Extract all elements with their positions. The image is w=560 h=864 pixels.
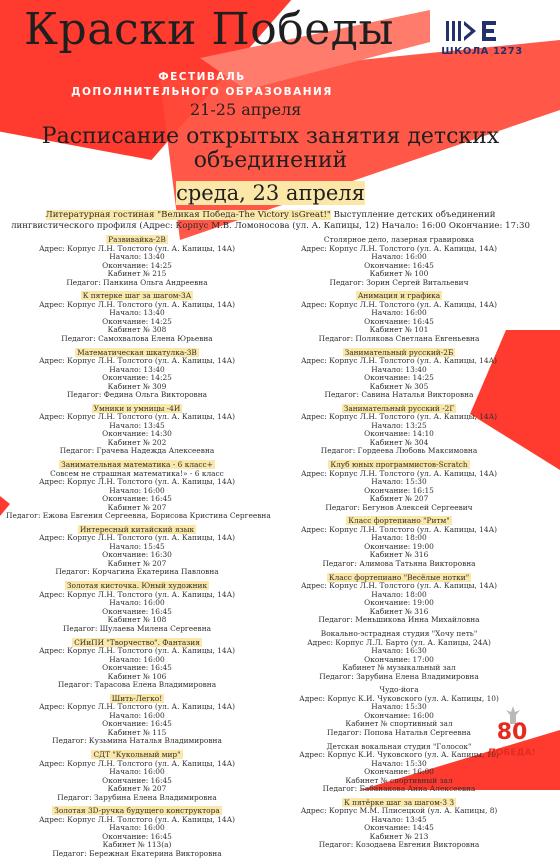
intro-event-text: Выступление детских объединений лингвистического профиля (Адрес: Корпус М.В. Ломоносова (ул. А. Капицы, 12) Начало: 16:00 Окончание: 17:30 (11, 210, 530, 231)
schedule-item-detail: Адрес: Корпус Л.Н. Толстого (ул. А. Капицы, 14А) (38, 477, 236, 487)
schedule-item-detail: Адрес: Корпус Л.Н. Толстого (ул. А. Капицы, 14А) (300, 412, 498, 422)
schedule-item-detail: Кабинет № 106 (107, 671, 167, 681)
schedule-item-detail: Адрес: Корпус К.И. Чуковского (ул. А. Капицы, 10) (299, 750, 499, 760)
schedule-item-detail: Окончание: 16:30 (102, 550, 172, 560)
schedule-item-detail: Окончание: 16:00 (364, 767, 434, 777)
page-title: Краски Победы (24, 4, 394, 55)
schedule-item-detail: Педагог: Полякова Светлана Евгеньевна (318, 333, 480, 343)
intro-event-name: Литературная гостиная "Великая Победа-The Victory isGreat!" (45, 210, 331, 220)
schedule-item (268, 349, 530, 400)
schedule-item-detail: Адрес: Корпус Л.Н. Толстого (ул. А. Капицы, 14А) (38, 646, 236, 656)
schedule-item-title: Умники и умницы -4И (93, 403, 181, 413)
schedule-item-detail: Адрес: Корпус Л.Н. Толстого (ул. А. Капицы, 14А) (38, 533, 236, 543)
schedule-item-title: К пятёрке шаг за шагом-3 З (344, 797, 454, 807)
intro-event (6, 210, 535, 231)
schedule-item-detail: Окончание: 19:00 (364, 541, 434, 551)
schedule-item (268, 574, 530, 625)
schedule-item-detail: Педагог: Меньшикова Инна Михайловна (318, 615, 480, 625)
schedule-item-detail: Кабинет № 113(а) (102, 840, 172, 850)
schedule-item-detail: Адрес: Корпус Л.Н. Толстого (ул. А. Капицы, 14А) (300, 299, 498, 309)
schedule-item-detail: Педагог: Гордеева Любовь Максимовна (320, 446, 478, 456)
schedule-item-detail: Окончание: 14:30 (102, 429, 172, 439)
schedule-item (268, 517, 530, 568)
schedule-item-title: Детская вокальная студия "Голосок" (326, 741, 472, 751)
schedule-item-detail: Педагог: Бережная Екатерина Викторовна (52, 848, 222, 858)
schedule-item-detail: Адрес: Корпус Л.Н. Толстого (ул. А. Капицы, 14А) (38, 758, 236, 768)
schedule-item (268, 630, 530, 681)
schedule-item-title: СИиПИ "Творчество". Фантазия (74, 637, 200, 647)
headline-line-1: Расписание открытых занятия детских (41, 124, 500, 149)
schedule-item (6, 639, 268, 690)
schedule-item-detail: Адрес: Корпус М.М. Плисецкой (ул. А. Капицы, 8) (300, 806, 498, 816)
schedule-item-detail: Адрес: Корпус Л.Н. Толстого (ул. А. Капицы, 14А) (38, 814, 236, 824)
schedule-item-title: Интересный китайский язык (79, 524, 195, 534)
schedule-item-title: СДТ "Кукольный мир" (93, 750, 181, 760)
schedule-item-detail: Окончание: 16:45 (102, 663, 172, 673)
schedule-item-detail: Начало: 18:00 (371, 589, 427, 599)
schedule-item-detail: Окончание: 16:45 (364, 316, 434, 326)
schedule-item (6, 405, 268, 456)
schedule-right-column (268, 236, 530, 855)
schedule-item-title: Класс фортепиано "Весёлые нотки" (328, 572, 470, 582)
schedule-item-title: Столярное дело, лазерная гравировка (323, 235, 475, 244)
schedule-headline (10, 125, 531, 173)
festival-line-2: ДОПОЛНИТЕЛЬНОГО ОБРАЗОВАНИЯ (71, 86, 333, 98)
schedule-item-detail: Адрес: Корпус Л.Н. Толстого (ул. А. Капицы, 14А) (38, 299, 236, 309)
schedule-item (6, 349, 268, 400)
schedule-item-detail: Кабинет № 202 (107, 437, 167, 447)
schedule-item-detail: Начало: 16:00 (371, 252, 427, 261)
schedule-item-title: Математическая шкатулка-3В (77, 347, 197, 357)
schedule-item-detail: Педагог: Бабанакова Анна Алексеевна (322, 784, 476, 794)
schedule-item-title: Занимательный русский-2Б (344, 347, 454, 357)
schedule-left-column (6, 235, 271, 864)
schedule-item (6, 582, 268, 633)
schedule-item-detail: Начало: 16:00 (109, 598, 165, 608)
schedule-item-detail: Педагог: Федина Ольга Викторовна (66, 390, 208, 400)
schedule-item-detail: Педагог: Панкина Ольга Андреевна (66, 277, 208, 287)
schedule-item-title: Чудо-йога (379, 685, 419, 695)
schedule-item-detail: Адрес: Корпус Л.Н. Толстого (ул. А. Капицы, 14А) (38, 243, 236, 253)
schedule-item-detail: Кабинет № 309 (107, 381, 167, 391)
badge-number: 80 (496, 720, 528, 745)
badge-text: ПОБЕДА! (488, 748, 536, 758)
schedule-item-detail: Начало: 16:00 (109, 823, 165, 833)
schedule-item-detail: Начало: 13:40 (371, 364, 427, 374)
schedule-item-detail: Окончание: 14:45 (364, 823, 434, 833)
schedule-item-detail: Кабинет № 108 (107, 615, 167, 625)
schedule-item-detail: Окончание: 14:10 (364, 429, 434, 439)
schedule-item-detail: Педагог: Зарубина Елена Владимировна (319, 671, 479, 681)
schedule-item-detail: Педагог: Бегунов Алексей Сергеевич (325, 502, 473, 512)
schedule-item-title: Занимательная математика - 6 класс+ (61, 460, 213, 470)
schedule-item-title: Развивайка-2В (108, 235, 166, 244)
schedule-item-title: К пятерке шаг за шагом-3А (82, 291, 192, 301)
schedule-item-title: Анимация и графика (357, 291, 441, 301)
schedule-item-detail: Начало: 15:30 (371, 477, 427, 487)
schedule-item-detail: Педагог: Зорин Сергей Витальевич (329, 277, 469, 287)
schedule-date (10, 181, 531, 205)
schedule-item-detail: Окончание: 16:00 (364, 710, 434, 720)
schedule-item-detail: Кабинет № 101 (369, 325, 429, 335)
schedule-item-detail: Окончание: 16:45 (364, 260, 434, 270)
school-logo-icon (444, 18, 500, 44)
schedule-item-detail: Окончание: 14:25 (102, 316, 172, 326)
schedule-item-detail: Адрес: Корпус Л.Н. Толстого (ул. А. Капицы, 14А) (300, 581, 498, 591)
schedule-item-detail: Окончание: 17:00 (364, 654, 434, 664)
schedule-item-detail: Окончание: 16:45 (102, 494, 172, 504)
schedule-item-title: Вокально-эстрадная студия "Хочу петь" (320, 629, 478, 639)
schedule-item-detail: Педагог: Шулаева Милена Сергеевна (62, 623, 212, 633)
schedule-item-detail: Педагог: Савина Наталья Викторовна (324, 390, 474, 400)
schedule-item-detail: Начало: 18:00 (371, 533, 427, 543)
schedule-item-detail: Педагог: Алимова Татьяна Викторовна (322, 558, 476, 568)
schedule-item-detail: Окончание: 16:45 (102, 831, 172, 841)
schedule-item (6, 695, 268, 746)
schedule-item-title: Занимательный русский -2Г (343, 403, 455, 413)
schedule-item (268, 292, 530, 343)
festival-dates: 21-25 апреля (190, 100, 302, 119)
schedule-item-detail: Окончание: 16:45 (102, 719, 172, 729)
schedule-item-title: Золотая кисточка. Юный художник (66, 581, 208, 591)
schedule-item-detail: Педагог: Самохвалова Елена Юрьевна (61, 333, 213, 343)
schedule-item-detail: Окончание: 16:15 (364, 485, 434, 495)
schedule-item-detail: Адрес: Корпус Л.Л. Барто (ул. А. Капицы, 24А) (307, 637, 491, 647)
festival-line-1: ФЕСТИВАЛЬ (158, 71, 246, 83)
schedule-item-detail: Кабинет № 100 (369, 269, 429, 278)
schedule-item-detail: Адрес: Корпус Л.Н. Толстого (ул. А. Капицы, 14А) (38, 412, 236, 422)
schedule-item-detail: Педагог: Козодаева Евгения Викторовна (318, 840, 480, 850)
schedule-item (6, 460, 271, 521)
schedule-item-detail: Начало: 13:40 (109, 308, 165, 318)
schedule-item-detail: Кабинет № 207 (369, 494, 429, 504)
schedule-item (6, 526, 268, 577)
schedule-item-detail: Кабинет № 316 (369, 606, 429, 616)
schedule-item-title: Класс фортепиано "Ритм" (348, 516, 450, 526)
schedule-item (268, 236, 530, 287)
schedule-item-detail: Адрес: Корпус Л.Н. Толстого (ул. А. Капицы, 14А) (38, 589, 236, 599)
headline-line-2: объединений (193, 148, 348, 173)
schedule-item (6, 236, 268, 287)
schedule-item-detail: Адрес: Корпус Л.Н. Толстого (ул. А. Капицы, 14А) (38, 702, 236, 712)
schedule-item (268, 461, 530, 512)
schedule-item (6, 292, 268, 343)
schedule-item-detail: Окончание: 14:25 (364, 373, 434, 383)
schedule-item-detail: Начало: 13:45 (371, 814, 427, 824)
schedule-item (6, 807, 268, 858)
schedule-item-detail: Кабинет № 304 (369, 437, 429, 447)
schedule-item-detail: Кабинет № 215 (107, 269, 167, 278)
schedule-item (6, 751, 268, 802)
schedule-item-detail: Кабинет № 316 (369, 550, 429, 560)
schedule-item-detail: Начало: 16:00 (371, 308, 427, 318)
schedule-item-detail: Адрес: Корпус Л.Н. Толстого (ул. А. Капицы, 14А) (38, 356, 236, 366)
schedule-item-detail: Начало: 13:40 (109, 252, 165, 261)
schedule-item-title: Золотая 3D-ручка будущего конструктора (54, 806, 220, 816)
school-logo (432, 18, 532, 62)
schedule-item-detail: Кабинет № 308 (107, 325, 167, 335)
schedule-item-detail: Адрес: Корпус К.И. Чуковского (ул. А. Капицы, 10) (299, 693, 499, 703)
schedule-item-detail: Кабинет № 207 (107, 558, 167, 568)
schedule-item-detail: Начало: 16:00 (109, 485, 165, 495)
schedule-item-detail: Педагог: Кузьмина Наталья Владимировна (52, 736, 222, 746)
schedule-item-detail: Кабинет № 213 (369, 831, 429, 841)
schedule-item-detail: Начало: 13:45 (109, 420, 165, 430)
schedule-item-detail: Педагог: Зарубина Елена Владимировна (57, 792, 217, 802)
schedule-item-detail: Окончание: 16:45 (102, 775, 172, 785)
victory-80-badge (486, 706, 538, 762)
festival-label (52, 70, 352, 100)
schedule-item-detail: Кабинет № 115 (107, 727, 167, 737)
school-name: ШКОЛА 1273 (441, 46, 523, 57)
schedule-item-detail: Окончание: 14:25 (102, 373, 172, 383)
schedule-item-detail: Окончание: 19:00 (364, 598, 434, 608)
schedule-item-detail: Кабинет № 305 (369, 381, 429, 391)
schedule-item-detail: Адрес: Корпус Л.Н. Толстого (ул. А. Капицы, 14А) (300, 524, 498, 534)
schedule-item-detail: Педагог: Грачева Надежда Алексеевна (59, 446, 215, 456)
schedule-item-detail: Начало: 15:45 (109, 541, 165, 551)
schedule-item-detail: Кабинет № 207 (107, 502, 167, 512)
schedule-item-detail: Адрес: Корпус Л.Н. Толстого (ул. А. Капицы, 14А) (300, 243, 498, 253)
schedule-item-detail: Начало: 13:40 (109, 364, 165, 374)
schedule-item-detail: Окончание: 16:45 (102, 606, 172, 616)
schedule-item-detail: Начало: 15:30 (371, 758, 427, 768)
schedule-item-detail: Кабинет № 207 (107, 784, 167, 794)
schedule-item-detail: Адрес: Корпус Л.Н. Толстого (ул. А. Капицы, 14А) (300, 468, 498, 478)
schedule-item-title: Клуб юных программистов-Scratch (330, 460, 468, 470)
schedule-item-detail: Начало: 15:30 (371, 702, 427, 712)
schedule-item-detail: Кабинет № музыкальный зал (342, 663, 456, 673)
schedule-item-detail: Начало: 13:25 (371, 420, 427, 430)
schedule-item-detail: Педагог: Попова Наталья Сергеевна (327, 727, 471, 737)
schedule-item-detail: Педагог: Корчагина Екатерина Павловна (55, 567, 219, 577)
schedule-item-detail: Окончание: 14:25 (102, 260, 172, 270)
schedule-item-detail: Начало: 16:00 (109, 654, 165, 664)
schedule-date-text: среда, 23 апреля (176, 181, 365, 205)
schedule-item-detail: Кабинет № спортивный зал (345, 719, 453, 729)
schedule-item-detail: Адрес: Корпус Л.Н. Толстого (ул. А. Капицы, 14А) (300, 356, 498, 366)
schedule-item (268, 405, 530, 456)
schedule-item-detail: Совсем не страшная математика!» - 6 класс (50, 468, 224, 478)
schedule-item-title: Шить-Легко! (111, 693, 163, 703)
schedule-item-detail: Педагог: Ежова Евгения Сергеевна, Борисова Кристина Сергеевна (6, 511, 271, 521)
schedule-item-detail: Педагог: Тарасова Елена Владимировна (57, 680, 217, 690)
schedule-item (268, 799, 530, 850)
schedule-item-detail: Начало: 16:00 (109, 767, 165, 777)
schedule-item-detail: Кабинет № спортивный зал (345, 775, 453, 785)
schedule-item-detail: Начало: 16:00 (109, 710, 165, 720)
schedule-item-detail: Начало: 16:30 (371, 646, 427, 656)
